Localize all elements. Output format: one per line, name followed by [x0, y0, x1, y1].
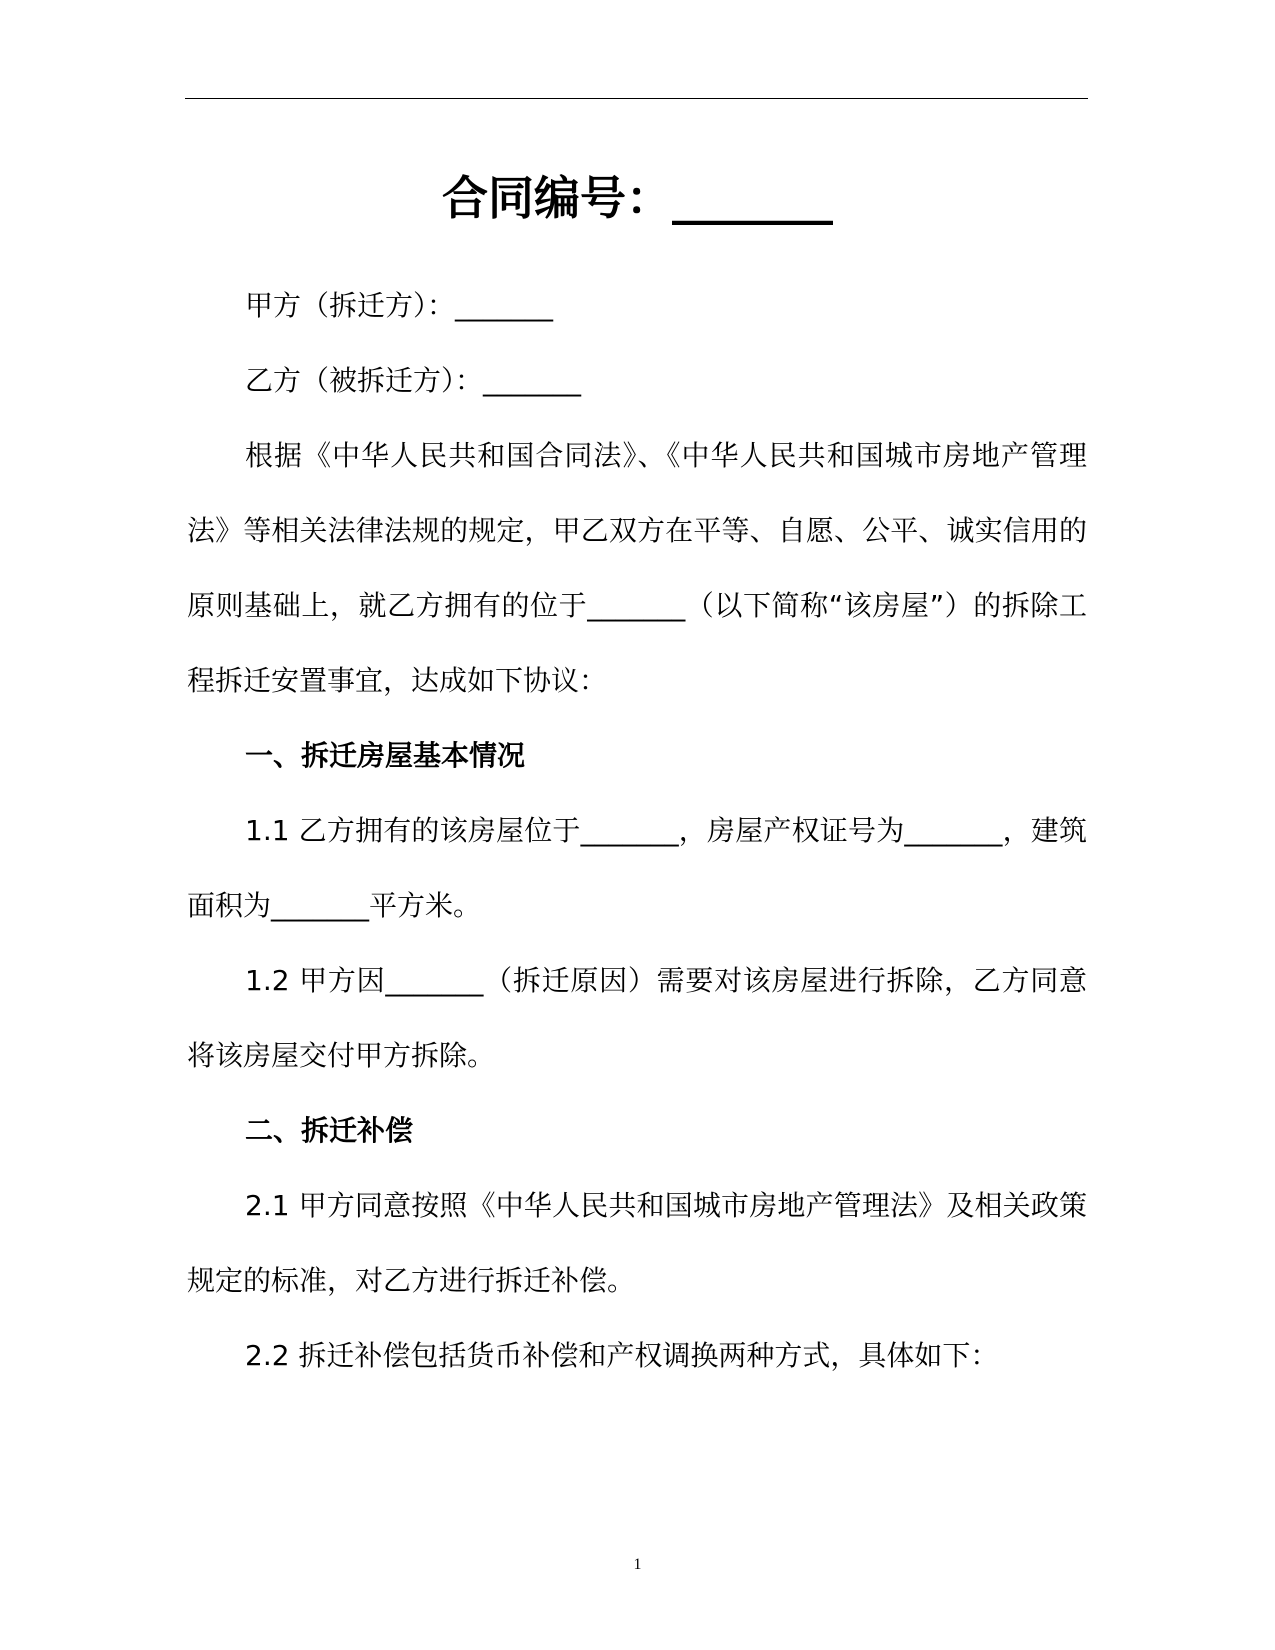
- document-body: [187, 268, 1087, 1393]
- header-rule: [185, 98, 1088, 99]
- clause-2-2: 2.2 拆迁补偿包括货币补偿和产权调换两种方式，具体如下：: [245, 1339, 999, 1372]
- page-number: 1: [633, 1556, 642, 1573]
- preamble-paragraph: 根据《中华人民共和国合同法》、《中华人民共和国城市房地产管理法》等相关法律法规的规定，甲乙双方在平等、自愿、公平、诚实信用的原则基础上，就乙方拥有的位于_______（以下简称“该房屋”）的拆除工程拆迁安置事宜，达成如下协议：: [187, 439, 1087, 697]
- clause-1-2: 1.2 甲方因_______（拆迁原因）需要对该房屋进行拆除，乙方同意将该房屋交付甲方拆除。: [187, 964, 1087, 1072]
- clause-1-1: 1.1 乙方拥有的该房屋位于_______，房屋产权证号为_______，建筑面积为_______平方米。: [187, 814, 1087, 922]
- party-a-line: 甲方（拆迁方）：_______: [245, 289, 554, 322]
- clause-2-1: 2.1 甲方同意按照《中华人民共和国城市房地产管理法》及相关政策规定的标准，对乙方进行拆迁补偿。: [187, 1189, 1087, 1297]
- section-heading-1: 一、拆迁房屋基本情况: [245, 739, 526, 772]
- party-b-line: 乙方（被拆迁方）：_______: [245, 364, 582, 397]
- contract-number-title: 合同编号：_______: [442, 171, 833, 225]
- section-heading-2: 二、拆迁补偿: [245, 1114, 414, 1147]
